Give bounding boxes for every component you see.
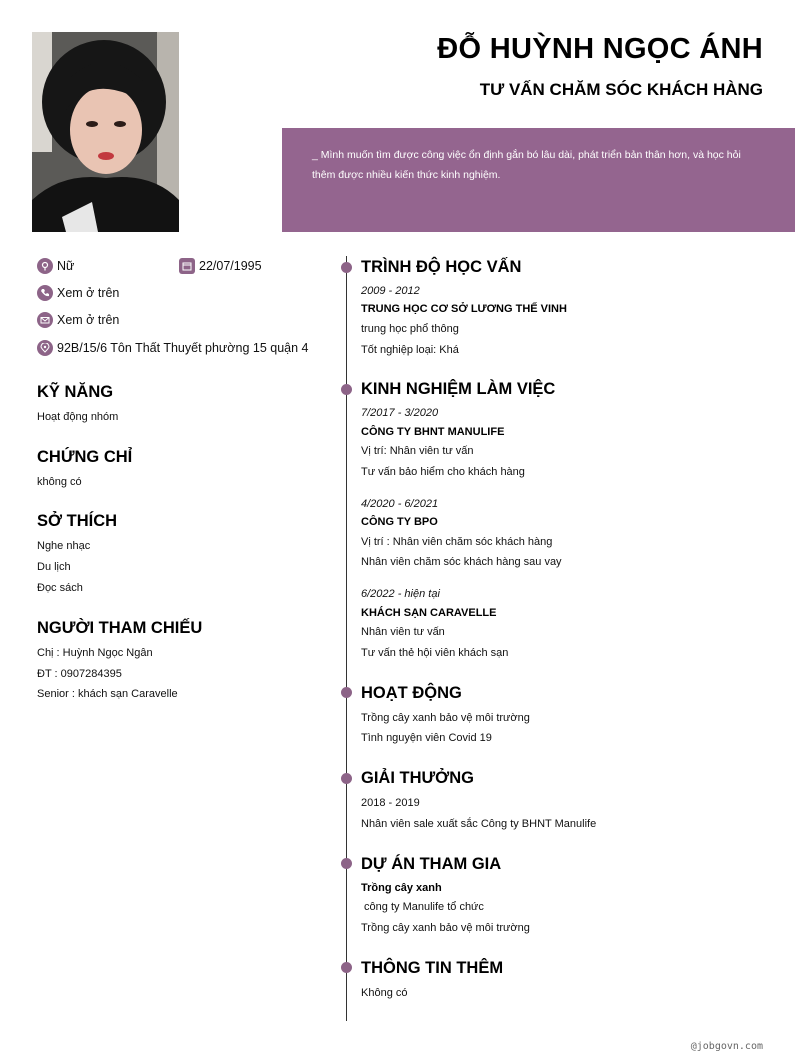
gender-value: Nữ	[57, 259, 75, 273]
skills-title: KỸ NĂNG	[37, 383, 114, 401]
job-position: Vị trí: Nhân viên tư vấn	[361, 445, 474, 457]
job-description: Nhân viên chăm sóc khách hàng sau vay	[361, 556, 562, 568]
job-title: TƯ VẤN CHĂM SÓC KHÁCH HÀNG	[479, 80, 763, 99]
activity-item: Tình nguyện viên Covid 19	[361, 732, 492, 744]
gender-row	[37, 258, 74, 274]
mail-icon	[37, 312, 53, 328]
awards-title: GIẢI THƯỞNG	[361, 769, 475, 787]
phone-value: Xem ở trên	[57, 286, 120, 300]
portrait-image	[32, 32, 179, 232]
timeline-dot	[341, 384, 352, 395]
certificate-item: không có	[37, 476, 82, 488]
timeline-dot	[341, 687, 352, 698]
timeline-dot	[341, 262, 352, 273]
references-title: NGƯỜI THAM CHIẾU	[37, 619, 203, 637]
calendar-icon	[179, 258, 195, 274]
projects-title: DỰ ÁN THAM GIA	[361, 855, 502, 873]
candidate-name: ĐỖ HUỲNH NGỌC ÁNH	[437, 33, 763, 65]
extra-title: THÔNG TIN THÊM	[361, 959, 504, 977]
education-result: Tốt nghiệp loại: Khá	[361, 344, 459, 356]
job-description: Tư vấn thẻ hội viên khách sạn	[361, 647, 509, 659]
hobby-item: Du lịch	[37, 561, 71, 573]
job-company: CÔNG TY BHNT MANULIFE	[361, 426, 505, 438]
job-description: Tư vấn bảo hiểm cho khách hàng	[361, 466, 525, 478]
project-item: Trồng cây xanh bảo vệ môi trường	[361, 922, 530, 934]
timeline-line	[346, 256, 347, 1021]
job-position: Vị trí : Nhân viên chăm sóc khách hàng	[361, 536, 553, 548]
timeline-dot	[341, 858, 352, 869]
objective-text: _ Mình muốn tìm được công việc ổn định gắn bó lâu dài, phát triển bản thân hơn, và học hỏi thêm được nhiều kiến thức kinh nghiệm.	[312, 149, 741, 181]
project-item: công ty Manulife tổ chức	[361, 901, 484, 913]
hobby-item: Đọc sách	[37, 582, 83, 594]
email-value: Xem ở trên	[57, 313, 120, 327]
project-name: Trồng cây xanh	[361, 882, 442, 894]
timeline-dot	[341, 773, 352, 784]
address-row	[37, 340, 308, 356]
experience-title: KINH NGHIỆM LÀM VIỆC	[361, 380, 556, 398]
job-period: 4/2020 - 6/2021	[361, 498, 439, 510]
email-row	[37, 312, 119, 328]
watermark: @jobgovn.com	[690, 1041, 763, 1052]
birthday-row	[179, 258, 262, 274]
education-title: TRÌNH ĐỘ HỌC VẤN	[361, 258, 522, 276]
skill-item: Hoạt động nhóm	[37, 411, 119, 423]
extra-item: Không có	[361, 987, 408, 999]
timeline-dot	[341, 962, 352, 973]
reference-item: Chị : Huỳnh Ngọc Ngân	[37, 647, 153, 659]
job-company: CÔNG TY BPO	[361, 516, 438, 528]
gender-icon	[37, 258, 53, 274]
phone-icon	[37, 285, 53, 301]
award-period: 2018 - 2019	[361, 797, 420, 809]
career-objective	[282, 128, 795, 232]
education-school: TRUNG HỌC CƠ SỞ LƯƠNG THẾ VINH	[361, 303, 567, 315]
hobby-item: Nghe nhạc	[37, 540, 91, 552]
certificates-title: CHỨNG CHỈ	[37, 448, 133, 466]
phone-row	[37, 285, 119, 301]
location-icon	[37, 340, 53, 356]
reference-item: Senior : khách sạn Caravelle	[37, 688, 178, 700]
job-period: 6/2022 - hiện tại	[361, 588, 440, 600]
profile-photo	[32, 32, 179, 232]
activities-title: HOẠT ĐỘNG	[361, 684, 462, 702]
award-item: Nhân viên sale xuất sắc Công ty BHNT Manulife	[361, 818, 597, 830]
activity-item: Trồng cây xanh bảo vệ môi trường	[361, 712, 530, 724]
hobbies-title: SỞ THÍCH	[37, 512, 118, 530]
education-period: 2009 - 2012	[361, 285, 420, 297]
birthday-value: 22/07/1995	[199, 259, 262, 273]
education-level: trung học phổ thông	[361, 323, 459, 335]
job-position: Nhân viên tư vấn	[361, 626, 445, 638]
reference-item: ĐT : 0907284395	[37, 668, 122, 680]
address-value: 92B/15/6 Tôn Thất Thuyết phường 15 quận 4	[57, 341, 309, 355]
job-company: KHÁCH SẠN CARAVELLE	[361, 607, 497, 619]
job-period: 7/2017 - 3/2020	[361, 407, 439, 419]
